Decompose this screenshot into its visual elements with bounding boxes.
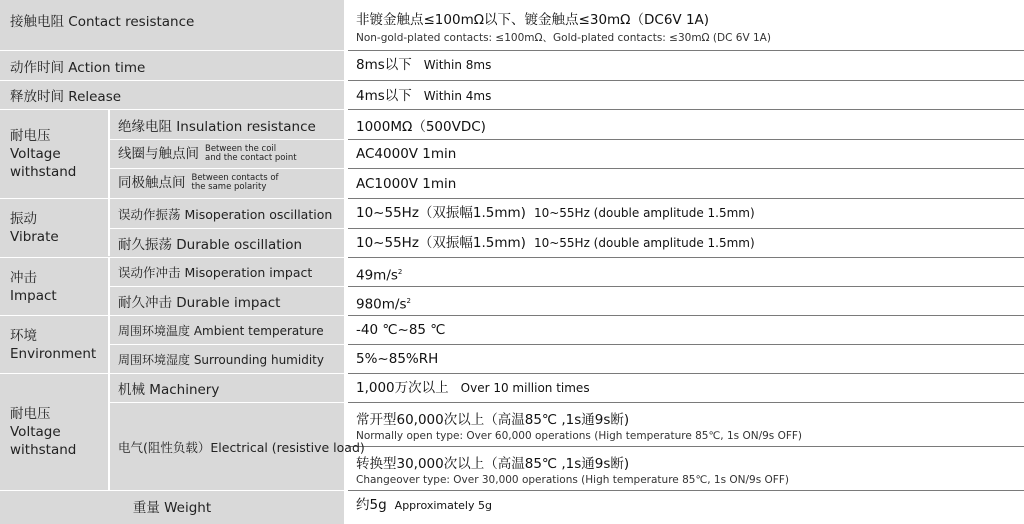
misoperation-oscillation-value-cn: 10~55Hz（双振幅1.5mm) (356, 205, 526, 221)
column-divider (108, 258, 110, 316)
same-polarity-label (118, 169, 279, 198)
insulation-resistance-value: 1000MΩ（500VDC) (356, 118, 486, 135)
row-divider (348, 315, 1024, 316)
voltage-withstand-group-label-2 (10, 374, 76, 490)
action-time-value-en: Within 8ms (423, 58, 492, 72)
durable-impact-label: 耐久冲击 Durable impact (118, 295, 281, 311)
action-time-value (356, 51, 491, 80)
contact-resistance-label: 接触电阻 Contact resistance (10, 14, 195, 30)
action-time-value-cn: 8ms以下 (356, 57, 412, 73)
vibrate-group-label (10, 199, 59, 257)
weight-value (356, 491, 492, 520)
column-divider (108, 374, 110, 490)
misoperation-impact-value-text: 49m/s (356, 267, 398, 284)
insulation-resistance-label: 绝缘电阻 Insulation resistance (118, 118, 316, 135)
group-label-line: Impact (10, 287, 57, 304)
group-label-line: Environment (10, 345, 97, 362)
machinery-value-cn: 1,000万次以上 (356, 380, 449, 396)
weight-value-en: Approximately 5g (394, 499, 492, 512)
misoperation-oscillation-value (356, 199, 755, 228)
changeover-value (356, 447, 789, 490)
group-label-line: Voltage (10, 146, 61, 162)
durable-impact-value-text: 980m/s (356, 296, 407, 313)
same-polarity-note: Between contacts of the same polarity (191, 173, 279, 192)
superscript: 2 (397, 268, 403, 276)
contact-resistance-value-en: Non-gold-plated contacts: ≤100mΩ、Gold-plated contacts: ≤30mΩ (DC 6V 1A) (356, 31, 771, 44)
machinery-label: 机械 Machinery (118, 382, 220, 398)
misoperation-oscillation-value-en: 10~55Hz (double amplitude 1.5mm) (533, 206, 755, 220)
changeover-value-cn: 转换型30,000次以上（高温85℃ ,1s通9s断) (356, 455, 630, 472)
normally-open-value-en: Normally open type: Over 60,000 operations (High temperature 85℃, 1s ON/9s OFF) (356, 429, 803, 442)
durable-oscillation-value (356, 229, 755, 257)
weight-value-cn: 约5g (356, 497, 387, 513)
contact-resistance-value-cn: 非镀金触点≤100mΩ以下、镀金触点≤30mΩ（DC6V 1A) (356, 11, 710, 28)
surrounding-humidity-label: 周围环境湿度 Surrounding humidity (118, 352, 324, 367)
misoperation-oscillation-label: 误动作振荡 Misoperation oscillation (118, 206, 333, 222)
voltage-withstand-group-label (10, 110, 76, 198)
misoperation-impact-label: 误动作冲击 Misoperation impact (118, 265, 313, 280)
column-divider (108, 316, 110, 374)
machinery-value-en: Over 10 million times (460, 381, 590, 395)
same-polarity-value: AC1000V 1min (356, 175, 457, 192)
group-label-line: Voltage (10, 424, 61, 440)
release-label: 释放时间 Release (10, 89, 122, 105)
normally-open-value-cn: 常开型60,000次以上（高温85℃ ,1s通9s断) (356, 411, 630, 428)
group-label-line: 冲击 (10, 269, 37, 286)
ambient-temperature-value: -40 ℃~85 ℃ (356, 322, 446, 338)
electrical-label: 电气(阻性负载）Electrical (resistive load) (118, 439, 365, 455)
weight-label: 重量 Weight (132, 499, 212, 516)
coil-contact-value: AC4000V 1min (356, 146, 457, 162)
coil-contact-label-cn: 线圈与触点间 (118, 146, 199, 162)
action-time-label: 动作时间 Action time (10, 59, 146, 76)
group-label-line: withstand (10, 442, 77, 458)
group-label-line: Vibrate (10, 229, 59, 245)
changeover-value-en: Changeover type: Over 30,000 operations (High temperature 85℃, 1s ON/9s OFF) (356, 473, 789, 486)
row-divider (348, 344, 1024, 345)
release-value-cn: 4ms以下 (356, 88, 412, 104)
impact-group-label (10, 258, 57, 315)
group-label-line: 环境 (10, 327, 37, 344)
ambient-temperature-label: 周围环境温度 Ambient temperature (118, 323, 324, 338)
normally-open-value (356, 403, 802, 446)
coil-contact-label (118, 140, 297, 168)
surrounding-humidity-value: 5%~85%RH (356, 351, 439, 367)
group-label-line: 耐电压 (10, 406, 51, 422)
environment-group-label (10, 316, 96, 373)
release-value-en: Within 4ms (423, 89, 492, 103)
group-label-line: withstand (10, 164, 77, 180)
durable-impact-value (356, 287, 411, 315)
superscript: 2 (406, 297, 411, 305)
contact-resistance-value (356, 6, 771, 46)
same-polarity-label-cn: 同极触点间 (118, 175, 186, 191)
row-divider (348, 257, 1024, 258)
durable-oscillation-value-cn: 10~55Hz（双振幅1.5mm) (356, 235, 526, 251)
row-divider (348, 286, 1024, 287)
durable-oscillation-value-en: 10~55Hz (double amplitude 1.5mm) (533, 236, 755, 250)
misoperation-impact-value (356, 258, 402, 286)
durable-oscillation-label: 耐久振荡 Durable oscillation (118, 237, 303, 253)
column-divider (108, 110, 110, 256)
machinery-value (356, 374, 590, 402)
coil-contact-note: Between the coil and the contact point (205, 144, 297, 163)
release-value (356, 81, 491, 109)
group-label-line: 振动 (10, 211, 37, 227)
group-label-line: 耐电压 (10, 128, 51, 144)
